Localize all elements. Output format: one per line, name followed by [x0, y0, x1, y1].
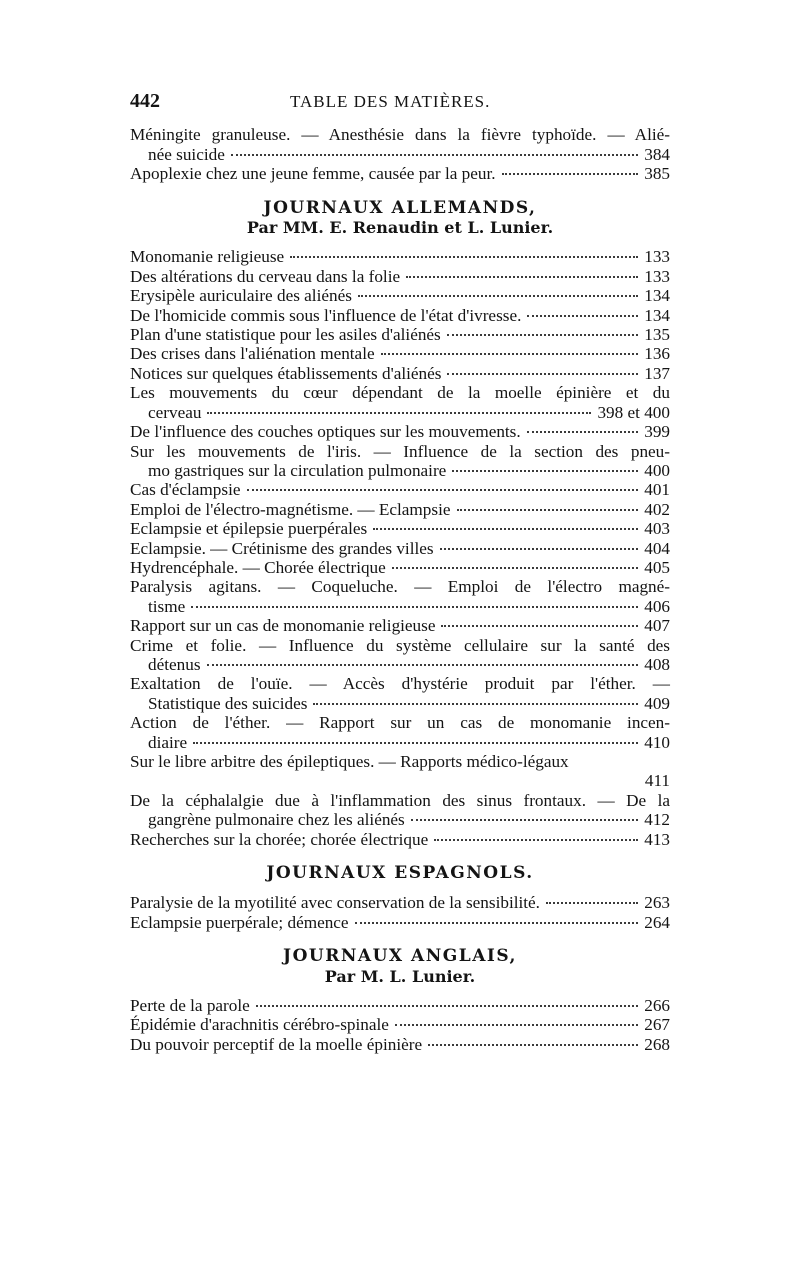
toc-entry-line: [130, 519, 670, 538]
dot-leader: [428, 1044, 638, 1046]
dot-leader: [395, 1024, 638, 1026]
toc-entry-line: [130, 461, 670, 480]
toc-entry-line: [130, 422, 670, 441]
dot-leader: [406, 276, 638, 278]
dot-leader: [381, 353, 639, 355]
toc-entry-text: Action de l'éther. — Rapport sur un cas de monomanie incen-: [130, 713, 670, 733]
dot-leader: [207, 412, 591, 414]
toc-entry-line: [130, 1035, 670, 1054]
toc-entry-line: [130, 286, 670, 305]
toc-entry-text: Rapport sur un cas de monomanie religieuse: [130, 616, 436, 636]
running-title: TABLE DES MATIÈRES.: [290, 92, 491, 111]
toc-entry-text: Hydrencéphale. — Chorée électrique: [130, 557, 386, 577]
dot-leader: [392, 567, 638, 569]
toc-page-number: 264: [644, 912, 670, 932]
toc-entry-text: Épidémie d'arachnitis cérébro-spinale: [130, 1015, 389, 1035]
dot-leader: [527, 431, 639, 433]
dot-leader: [193, 742, 638, 744]
toc-entry: [130, 1035, 670, 1054]
toc-entry-line: [130, 791, 670, 810]
toc-entry: [130, 344, 670, 363]
toc-entry-text: Eclampsie puerpérale; démence: [130, 912, 349, 932]
toc-page-number: 134: [644, 305, 670, 325]
toc-page-number: 408: [644, 654, 670, 674]
toc-entry-text: cerveau: [148, 402, 202, 422]
toc-entry-text: née suicide: [148, 144, 225, 164]
toc-entry: [130, 442, 670, 481]
toc-page-number: 400: [644, 460, 670, 480]
toc-entry-text: détenus: [148, 654, 201, 674]
toc-entry: [130, 674, 670, 713]
toc-page-number: 411: [644, 771, 670, 791]
toc-entry-text: De l'homicide commis sous l'influence de l'état d'ivresse.: [130, 305, 522, 325]
toc-entry: [130, 616, 670, 635]
dot-leader: [290, 256, 638, 258]
dot-leader: [256, 1005, 638, 1007]
dot-leader: [231, 154, 638, 156]
toc-entry-text: tisme: [148, 596, 186, 616]
toc-entry: [130, 577, 670, 616]
toc-page-number: 413: [644, 829, 670, 849]
toc-entry-line: [130, 383, 670, 402]
toc-page-number: 403: [644, 519, 670, 539]
dot-leader: [411, 819, 638, 821]
toc-entry-line: [130, 125, 670, 144]
toc-entry-text: Recherches sur la chorée; chorée électrique: [130, 829, 429, 849]
toc-entry: [130, 996, 670, 1015]
toc-entry-text: De la céphalalgie due à l'inflammation des sinus frontaux. — De la: [130, 790, 670, 810]
toc-entry-text: Paralysis agitans. — Coqueluche. — Emploi de l'électro magné-: [130, 577, 670, 597]
toc-entry-line: [130, 597, 670, 616]
dot-leader: [358, 295, 638, 297]
toc-page-number: 384: [644, 144, 670, 164]
section-authors: Par MM. E. Renaudin et L. Lunier.: [246, 218, 554, 238]
toc-page-number: 399: [644, 422, 670, 442]
dot-leader: [191, 606, 638, 608]
toc-page-number: 409: [644, 693, 670, 713]
toc-entry-text: Paralysie de la myotilité avec conservation de la sensibilité.: [130, 893, 540, 913]
toc-entry-line: [130, 145, 670, 164]
toc-entry: [130, 325, 670, 344]
dot-leader: [434, 839, 638, 841]
dot-leader: [527, 315, 638, 317]
dot-leader: [355, 922, 639, 924]
toc-entry-line: [130, 480, 670, 499]
toc-entry: [130, 1015, 670, 1034]
dot-leader: [441, 625, 638, 627]
toc-entry-line: [130, 655, 670, 674]
toc-section: [130, 864, 670, 932]
toc-entry-text: Crime et folie. — Influence du système cellulaire sur la santé des: [130, 635, 670, 655]
dot-leader: [373, 528, 638, 530]
toc-entry-line: [130, 539, 670, 558]
toc-entry: [130, 636, 670, 675]
section-authors: Par M. L. Lunier.: [324, 966, 476, 986]
toc-entry-text: Méningite granuleuse. — Anesthésie dans la fièvre typhoïde. — Alié-: [130, 125, 670, 145]
section-spacer: [130, 883, 670, 893]
toc-entry-line: [130, 325, 670, 344]
toc-page-number: 412: [644, 810, 670, 830]
toc-entry: [130, 364, 670, 383]
toc-entry: [130, 519, 670, 538]
toc-entry-line: [130, 713, 670, 732]
toc-entry-line: [130, 616, 670, 635]
dot-leader: [452, 470, 638, 472]
toc-page-number: 263: [644, 893, 670, 913]
toc-page-number: 402: [644, 499, 670, 519]
toc-entry-text: Eclampsie. — Crétinisme des grandes villes: [130, 538, 434, 558]
toc-page-number: 267: [644, 1015, 670, 1035]
toc-entry-line: [130, 674, 670, 693]
toc-entry-text: Erysipèle auriculaire des aliénés: [130, 286, 352, 306]
dot-leader: [502, 173, 639, 175]
toc-entry-line: [130, 1015, 670, 1034]
toc-entry-line: [130, 247, 670, 266]
toc-entry-line: [130, 164, 670, 183]
toc-entry: [130, 480, 670, 499]
toc-section: [130, 947, 670, 1054]
toc-entry: [130, 125, 670, 164]
toc-entry-line: [130, 306, 670, 325]
toc-page-number: 137: [644, 363, 670, 383]
toc-entry-line: [130, 403, 670, 422]
toc-entry-text: Monomanie religieuse: [130, 247, 285, 267]
toc-entry-text: diaire: [148, 732, 188, 752]
dot-leader: [207, 664, 639, 666]
toc-entry-line: [130, 913, 670, 932]
toc-entry: [130, 500, 670, 519]
toc-entry-text: Eclampsie et épilepsie puerpérales: [130, 519, 368, 539]
toc-entry-line: [130, 558, 670, 577]
toc-sections: [130, 199, 670, 1055]
toc-page-number: 401: [644, 480, 670, 500]
toc-entry-line: [130, 364, 670, 383]
toc-entry: [130, 539, 670, 558]
section-title: JOURNAUX ESPAGNOLS.: [266, 863, 534, 884]
section-title: JOURNAUX ALLEMANDS,: [263, 197, 537, 218]
toc-page-number: 266: [644, 996, 670, 1016]
toc-entry: [130, 791, 670, 830]
toc-entry-text: Emploi de l'électro-magnétisme. — Eclampsie: [130, 499, 451, 519]
dot-leader: [440, 548, 639, 550]
dot-leader: [447, 373, 638, 375]
toc-entry: [130, 383, 670, 422]
toc-page-number: 133: [644, 266, 670, 286]
toc-entry-text: Notices sur quelques établissements d'aliénés: [130, 363, 442, 383]
toc-page-number: 136: [644, 344, 670, 364]
toc-entry-text: Du pouvoir perceptif de la moelle épinière: [130, 1034, 423, 1054]
toc-entry-line: [130, 830, 670, 849]
toc-entry-line: [130, 694, 670, 713]
toc-page-number: 133: [644, 247, 670, 267]
toc-entry: [130, 306, 670, 325]
toc-entry-line: [130, 810, 670, 829]
toc-section: [130, 199, 670, 849]
toc-entry: [130, 267, 670, 286]
toc-entry-line: [130, 344, 670, 363]
page-header: [130, 92, 670, 111]
toc-entry-line: [130, 996, 670, 1015]
toc-entry-line: [130, 771, 670, 790]
toc-entry: [130, 164, 670, 183]
toc-entry-text: Cas d'éclampsie: [130, 480, 241, 500]
dot-leader: [313, 703, 638, 705]
toc-entry-line: [130, 733, 670, 752]
toc-page-number: 135: [644, 325, 670, 345]
toc-page-number: 268: [644, 1034, 670, 1054]
toc-entry: [130, 713, 670, 752]
toc-entry-text: Sur le libre arbitre des épileptiques. — Rapports médico-légaux: [130, 752, 569, 771]
toc-entry: [130, 913, 670, 932]
dot-leader: [447, 334, 638, 336]
toc-entry-text: Exaltation de l'ouïe. — Accès d'hystérie produit par l'éther. —: [130, 674, 670, 694]
toc-entry-text: Les mouvements du cœur dépendant de la moelle épinière et du: [130, 383, 670, 403]
toc-entry: [130, 247, 670, 266]
toc-entry-text: Sur les mouvements de l'iris. — Influence de la section des pneu-: [130, 441, 670, 461]
opening-entries: [130, 125, 670, 183]
toc-page-number: 404: [644, 538, 670, 558]
toc-entry: [130, 422, 670, 441]
toc-entry-line: [130, 752, 670, 771]
toc-entry-line: [130, 500, 670, 519]
dot-leader: [457, 509, 639, 511]
toc-entry: [130, 752, 670, 791]
toc-page-number: 134: [644, 286, 670, 306]
toc-entry-text: Apoplexie chez une jeune femme, causée par la peur.: [130, 164, 496, 184]
toc-entry-text: Statistique des suicides: [148, 693, 308, 713]
toc-entry: [130, 893, 670, 912]
toc-entry-text: Des altérations du cerveau dans la folie: [130, 266, 401, 286]
toc-entry-text: De l'influence des couches optiques sur les mouvements.: [130, 422, 521, 442]
dot-leader: [247, 489, 639, 491]
toc-page-number: 407: [644, 616, 670, 636]
toc-entry: [130, 830, 670, 849]
section-title: JOURNAUX ANGLAIS,: [283, 946, 517, 967]
toc-entry-line: [130, 893, 670, 912]
toc-entry-text: gangrène pulmonaire chez les aliénés: [148, 810, 405, 830]
toc-page-number: 405: [644, 557, 670, 577]
toc-entry-line: [130, 636, 670, 655]
toc-entry-text: Perte de la parole: [130, 996, 250, 1016]
toc-entry-text: Plan d'une statistique pour les asiles d'aliénés: [130, 325, 441, 345]
toc-entry-line: [130, 577, 670, 596]
toc-entry-text: mo gastriques sur la circulation pulmonaire: [148, 460, 447, 480]
page-number: 442: [130, 90, 160, 112]
dot-leader: [546, 902, 638, 904]
toc-page-number: 406: [644, 596, 670, 616]
toc-entry-line: [130, 267, 670, 286]
toc-entry: [130, 286, 670, 305]
toc-page-number: 398 et 400: [597, 402, 670, 422]
toc-entry: [130, 558, 670, 577]
toc-page-number: 385: [644, 164, 670, 184]
toc-entry-line: [130, 442, 670, 461]
toc-page-number: 410: [644, 732, 670, 752]
table-of-contents: [130, 92, 670, 1054]
toc-entry-text: Des crises dans l'aliénation mentale: [130, 344, 375, 364]
